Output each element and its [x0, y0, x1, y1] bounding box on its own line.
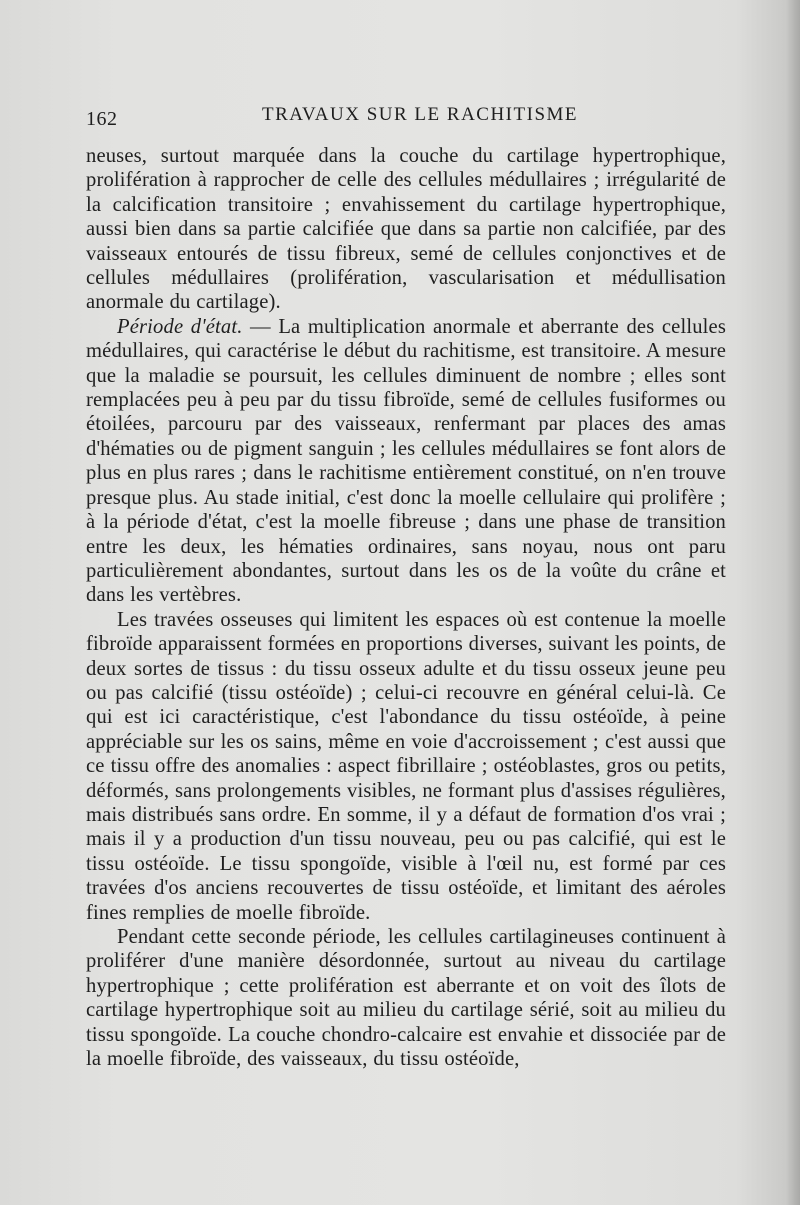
paragraph — [86, 315, 726, 608]
running-title: TRAVAUX SUR LE RACHITISME — [261, 104, 579, 125]
page-header — [86, 104, 726, 134]
body-text — [86, 144, 726, 1071]
paragraph — [86, 144, 726, 315]
paragraph-text: neuses, surtout marquée dans la couche du cartilage hypertrophique, prolifération à rapprocher de celle des cellules médullaires ; irrégularité de la calcification transitoire ; envahissement du cartilage hypertrophique, aussi bien dans sa partie calcifiée que dans sa partie non calcifiée, par des vaisseaux entourés de tissu fibreux, semé de cellules conjonctives et de cellules médullaires (prolifération, vascularisation et médullisation anormale du cartilage). — [86, 145, 726, 314]
paragraph — [86, 925, 726, 1071]
page-edge-shadow — [786, 0, 800, 1205]
paragraph — [86, 608, 726, 925]
page-number: 162 — [86, 108, 118, 130]
paragraph-lead: Période d'état. — [117, 315, 243, 338]
paragraph-text: Pendant cette seconde période, les cellules cartilagineuses continuent à proliférer d'une manière désordonnée, surtout au niveau du cartilage hypertrophique ; cette prolifération est aberrante et on voit des îlots de cartilage hypertrophique soit au milieu du cartilage sérié, soit au milieu du tissu spongoïde. La couche chondro-calcaire est envahie et dissociée par de la moelle fibroïde, des vaisseaux, du tissu ostéoïde, — [86, 926, 726, 1071]
paragraph-text: Les travées osseuses qui limitent les espaces où est contenue la moelle fibroïde apparaissent formées en proportions diverses, suivant les points, de deux sortes de tissus : du tissu osseux adulte et du tissu osseux jeune peu ou pas calcifié (tissu ostéoïde) ; celui-ci recouvre en général celui-là. Ce qui est ici caractéristique, c'est l'abondance du tissu ostéoïde, à peine appréciable sur les os sains, même en voie d'accroissement ; c'est aussi que ce tissu offre des anomalies : aspect fibrillaire ; ostéoblastes, gros ou petits, déformés, sans prolongements visibles, ne formant plus d'assises régulières, mais distribués sans ordre. En somme, il y a défaut de formation d'os vrai ; mais il y a production d'un tissu nouveau, peu ou pas calcifié, qui est le tissu ostéoïde. Le tissu spongoïde, visible à l'œil nu, est formé par ces travées d'os anciens recouvertes de tissu ostéoïde, et limitant des aéroles fines remplies de moelle fibroïde. — [86, 608, 727, 924]
paragraph-text: — La multiplication anormale et aberrante des cellules médullaires, qui caractérise le début du rachitisme, est transitoire. A mesure que la maladie se poursuit, les cellules diminuent de nombre ; elles sont remplacées peu à peu par du tissu fibroïde, semé de cellules fusiformes ou étoilées, parcouru par des vaisseaux, renfermant par places des amas d'hématies ou de pigment sanguin ; les cellules médullaires se font alors de plus en plus rares ; dans le rachitisme entièrement constitué, on n'en trouve presque plus. Au stade initial, c'est donc la moelle cellulaire qui prolifère ; à la période d'état, c'est la moelle fibreuse ; dans une phase de transition entre les deux, les hématies ordinaires, sans noyau, nous ont paru particulièrement abondantes, surtout dans les os de la voûte du crâne et dans les vertèbres. — [86, 315, 726, 607]
